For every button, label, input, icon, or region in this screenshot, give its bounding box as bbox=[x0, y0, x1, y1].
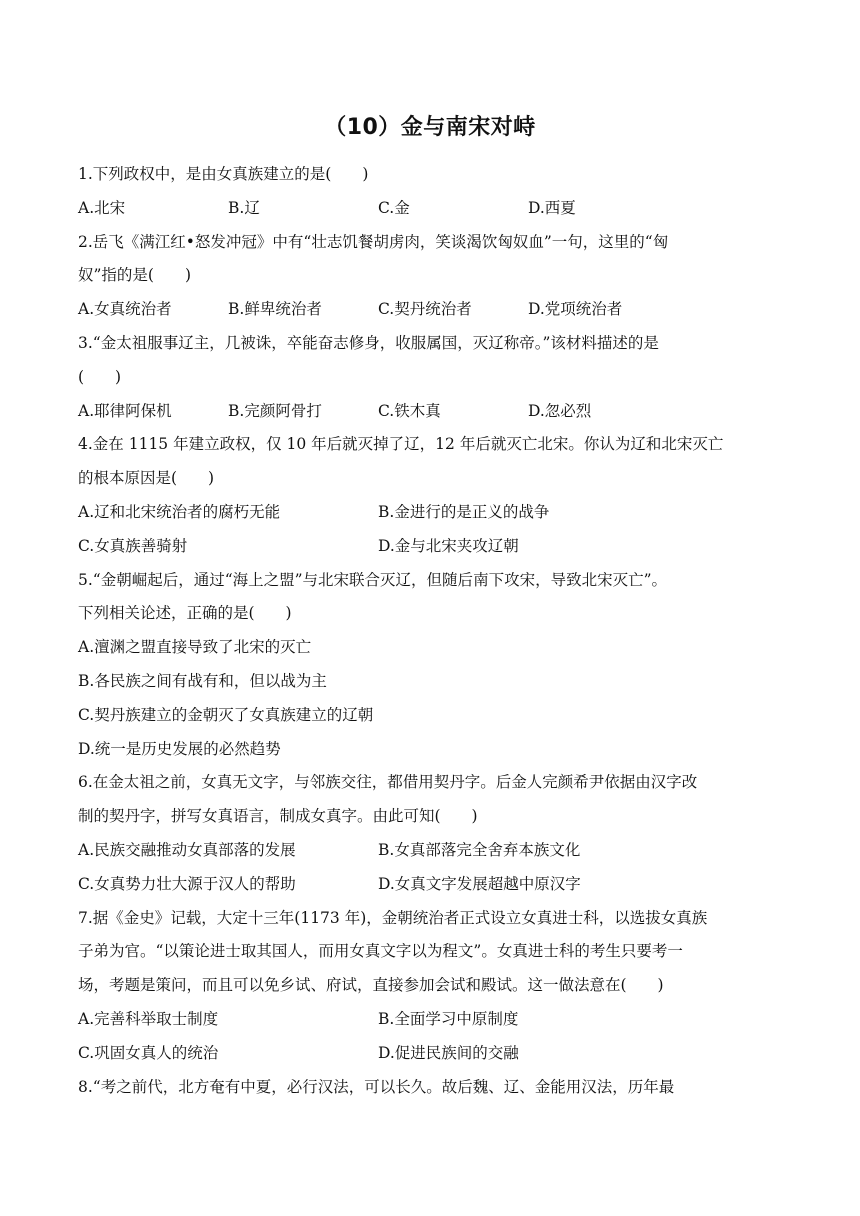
question-stem: 5.“金朝崛起后，通过“海上之盟”与北宋联合灭辽，但随后南下攻宋，导致北宋灭亡”。 bbox=[78, 570, 667, 589]
question-stem: 2.岳飞《满江红•怒发冲冠》中有“壮志饥餐胡虏肉，笑谈渴饮匈奴血”一句，这里的“匈 bbox=[78, 232, 669, 251]
option-d: D.女真文字发展超越中原汉字 bbox=[378, 874, 581, 893]
option-c: C.契丹统治者 bbox=[378, 300, 472, 319]
option-c: C.女真族善骑射 bbox=[78, 536, 188, 555]
options-row bbox=[78, 1003, 778, 1037]
question-stem: 1.下列政权中，是由女真族建立的是( ) bbox=[78, 165, 369, 183]
question-7 bbox=[78, 902, 778, 1071]
question-stem: 8.“考之前代，北方奄有中夏，必行汉法，可以长久。故后魏、辽、金能用汉法，历年最 bbox=[78, 1077, 675, 1096]
options-row bbox=[78, 496, 778, 530]
options-row bbox=[78, 1037, 778, 1071]
question-stem: 3.“金太祖服事辽主，几被诛，卒能奋志修身，收服属国，灭辽称帝。”该材料描述的是 bbox=[78, 333, 659, 352]
option-d: D.党项统治者 bbox=[528, 300, 623, 319]
option-d: D.忽必烈 bbox=[528, 401, 592, 420]
option-a: A.澶渊之盟直接导致了北宋的灭亡 bbox=[78, 638, 312, 657]
options-row bbox=[78, 395, 778, 429]
option-c: C.女真势力壮大源于汉人的帮助 bbox=[78, 874, 296, 893]
option-a: A.民族交融推动女真部落的发展 bbox=[78, 840, 296, 859]
question-stem: 7.据《金史》记载，大定十三年(1173 年)，金朝统治者正式设立女真进士科，以选拔女真族 bbox=[78, 908, 708, 927]
question-stem: 下列相关论述，正确的是( ) bbox=[78, 604, 292, 623]
question-8 bbox=[78, 1071, 778, 1105]
question-list bbox=[78, 158, 778, 1104]
question-1 bbox=[78, 158, 778, 226]
page-title: （10）金与南宋对峙 bbox=[324, 115, 536, 140]
question-stem: 制的契丹字，拼写女真语言，制成女真字。由此可知( ) bbox=[78, 807, 478, 826]
question-stem: ( ) bbox=[78, 367, 122, 386]
options-row bbox=[78, 530, 778, 564]
option-c: C.铁木真 bbox=[378, 401, 441, 420]
option-d: D.金与北宋夹攻辽朝 bbox=[378, 536, 519, 555]
option-a: A.完善科举取士制度 bbox=[78, 1009, 219, 1028]
question-stem: 的根本原因是( ) bbox=[78, 469, 215, 488]
question-stem: 4.金在 1115 年建立政权，仅 10 年后就灭掉了辽，12 年后就灭亡北宋。你认为辽和北宋灭亡 bbox=[78, 435, 724, 454]
question-2 bbox=[78, 226, 778, 327]
options-row bbox=[78, 192, 778, 226]
option-d: D.促进民族间的交融 bbox=[378, 1043, 519, 1062]
option-a: A.北宋 bbox=[78, 198, 126, 217]
question-stem: 6.在金太祖之前，女真无文字，与邻族交往，都借用契丹字。后金人完颜希尹依据由汉字改 bbox=[78, 773, 698, 792]
question-4 bbox=[78, 428, 778, 563]
question-5 bbox=[78, 564, 778, 767]
option-b: B.金进行的是正义的战争 bbox=[378, 502, 550, 521]
option-c: C.巩固女真人的统治 bbox=[78, 1043, 219, 1062]
option-b: B.鲜卑统治者 bbox=[228, 300, 322, 319]
option-b: B.全面学习中原制度 bbox=[378, 1009, 519, 1028]
option-b: B.女真部落完全舍弃本族文化 bbox=[378, 840, 581, 859]
options-row bbox=[78, 293, 778, 327]
option-d: D.西夏 bbox=[528, 198, 576, 217]
option-b: B.各民族之间有战有和，但以战为主 bbox=[78, 671, 327, 690]
option-a: A.耶律阿保机 bbox=[78, 401, 172, 420]
option-b: B.完颜阿骨打 bbox=[228, 401, 322, 420]
options-row bbox=[78, 868, 778, 902]
question-stem: 场，考题是策问，而且可以免乡试、府试，直接参加会试和殿试。这一做法意在( ) bbox=[78, 976, 664, 995]
option-a: A.辽和北宋统治者的腐朽无能 bbox=[78, 502, 281, 521]
question-6 bbox=[78, 766, 778, 901]
question-stem: 子弟为官。“以策论进士取其国人，而用女真文字以为程文”。女真进士科的考生只要考一 bbox=[78, 942, 683, 961]
option-d: D.统一是历史发展的必然趋势 bbox=[78, 739, 281, 758]
option-b: B.辽 bbox=[228, 198, 260, 217]
option-c: C.契丹族建立的金朝灭了女真族建立的辽朝 bbox=[78, 705, 374, 724]
option-c: C.金 bbox=[378, 198, 410, 217]
option-a: A.女真统治者 bbox=[78, 300, 172, 319]
options-row bbox=[78, 834, 778, 868]
question-stem: 奴”指的是( ) bbox=[78, 266, 192, 285]
question-3 bbox=[78, 327, 778, 428]
